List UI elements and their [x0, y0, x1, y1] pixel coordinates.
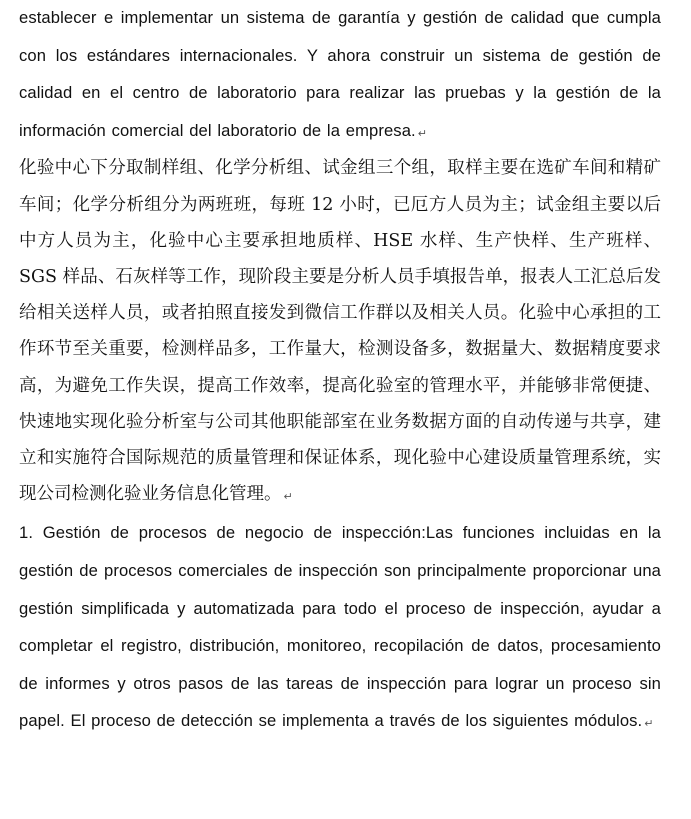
- paragraph-text: 1. Gestión de procesos de negocio de inspección:Las funciones incluidas en la gestión de procesos comerciales de inspección son principalmente proporcionar una gestión simplificada y automatizada para todo el proceso de inspección, ayudar a completar el registro, distribución, monitoreo, recopilación de datos, procesamiento de informes y otros pasos de las tareas de inspección para lograr un proceso sin papel. El proceso de detección se implementa a través de los siguientes módulos.: [19, 523, 661, 731]
- paragraph-text: 化验中心下分取制样组、化学分析组、试金组三个组，取样主要在选矿车间和精矿车间；化学分析组分为两班班，每班 12 小时，已厄方人员为主；试金组主要以后中方人员为主，化验中心主要承担地质样、HSE 水样、生产快样、生产班样、SGS 样品、石灰样等工作，现阶段主要是分析人员手填报告单，报表人工汇总后发给相关送样人员，或者拍照直接发到微信工作群以及相关人员。化验中心承担的工作环节至关重要，检测样品多，工作量大，检测设备多，数据量大、数据精度要求高，为避免工作失误，提高工作效率，提高化验室的管理水平，并能够非常便捷、快速地实现化验分析室与公司其他职能部室在业务数据方面的自动传递与共享，建立和实施符合国际规范的质量管理和保证体系，现化验中心建设质量管理系统，实现公司检测化验业务信息化管理。: [19, 158, 661, 505]
- paragraph-mark-icon: ↵: [417, 126, 428, 140]
- paragraph-mark-icon: ↵: [283, 490, 293, 504]
- paragraph-text: establecer e implementar un sistema de garantía y gestión de calidad que cumpla con los estándares internacionales. Y ahora construir un sistema de gestión de calidad en el centro de laboratorio para realizar las pruebas y la gestión de la información comercial del laboratorio de la empresa.: [19, 8, 661, 140]
- paragraph-mark-icon: ↵: [644, 717, 654, 731]
- document-page: [19, 0, 661, 743]
- paragraph-spanish-intro: [19, 0, 661, 152]
- paragraph-spanish-inspection: [19, 514, 661, 743]
- paragraph-chinese-lab-center: [19, 150, 661, 515]
